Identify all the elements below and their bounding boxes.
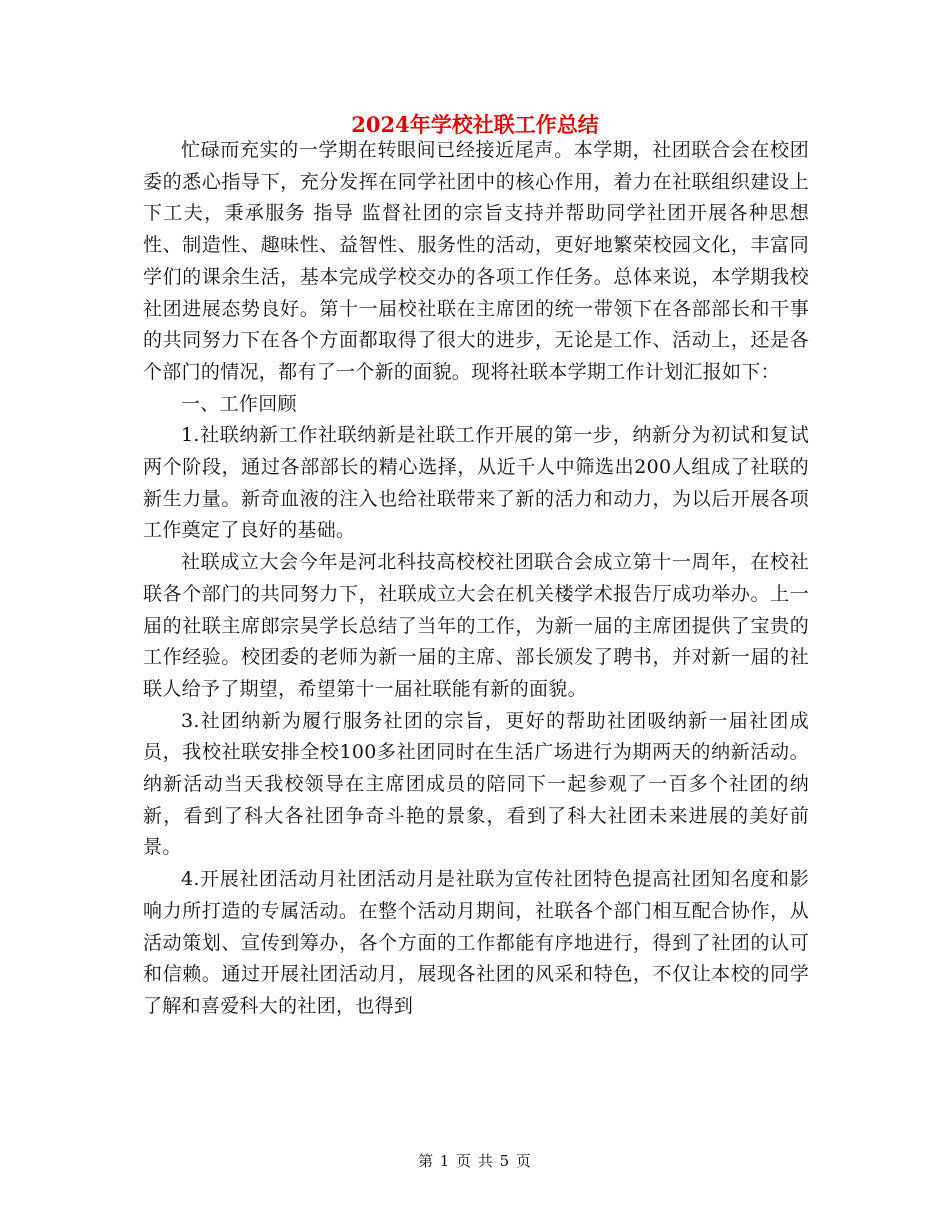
paragraph-club-recruitment: 3.社团纳新为履行服务社团的宗旨，更好的帮助社团吸纳新一届社团成员，我校社联安排全校100多社团同时在生活广场进行为期两天的纳新活动。纳新活动当天我校领导在主席团成员的陪同下一起参观了一百多个社团的纳新，看到了科大各社团争奇斗艳的景象，看到了科大社团未来进展的美好前景。 [143, 709, 809, 859]
document-title: 2024年学校社联工作总结 [351, 112, 599, 137]
document-body [143, 135, 809, 1023]
page-number-footer: 第 1 页 共 5 页 [418, 1152, 532, 1170]
paragraph-founding-meeting: 社联成立大会今年是河北科技高校校社团联合会成立第十一周年，在校社联各个部门的共同努力下，社联成立大会在机关楼学术报告厅成功举办。上一届的社联主席郎宗昊学长总结了当年的工作，为新一届的主席团提供了宝贵的工作经验。校团委的老师为新一届的主席、部长颁发了聘书，并对新一届的社联人给予了期望，希望第十一届社联能有新的面貌。 [143, 551, 809, 700]
paragraph-activity-month: 4.开展社团活动月社团活动月是社联为宣传社团特色提高社团知名度和影响力所打造的专属活动。在整个活动月期间，社联各个部门相互配合协作，从活动策划、宣传到筹办，各个方面的工作都能有序地进行，得到了社团的认可和信赖。通过开展社团活动月，展现各社团的风采和特色，不仅让本校的同学了解和喜爱科大的社团，也得到 [143, 868, 809, 1017]
section-heading-work-review: 一、工作回顾 [181, 392, 297, 415]
paragraph-intro: 忙碌而充实的一学期在转眼间已经接近尾声。本学期，社团联合会在校团委的悉心指导下，充分发挥在同学社团中的核心作用，着力在社联组织建设上下工夫，秉承服务 指导 监督社团的宗旨支持并帮助同学社团开展各种思想性、制造性、趣味性、益智性、服务性的活动，更好地繁荣校园文化，丰富同学们的课余生活，基本完成学校交办的各项工作任务。总体来说，本学期我校社团进展态势良好。第十一届校社联在主席团的统一带领下在各部部长和干事的共同努力下在各个方面都取得了很大的进步，无论是工作、活动上，还是各个部门的情况，都有了一个新的面貌。现将社联本学期工作计划汇报如下： [143, 139, 809, 383]
paragraph-recruitment: 1.社联纳新工作社联纳新是社联工作开展的第一步，纳新分为初试和复试两个阶段，通过各部部长的精心选择，从近千人中筛选出200人组成了社联的新生力量。新奇血液的注入也给社联带来了新的活力和动力，为以后开展各项工作奠定了良好的基础。 [143, 424, 809, 542]
